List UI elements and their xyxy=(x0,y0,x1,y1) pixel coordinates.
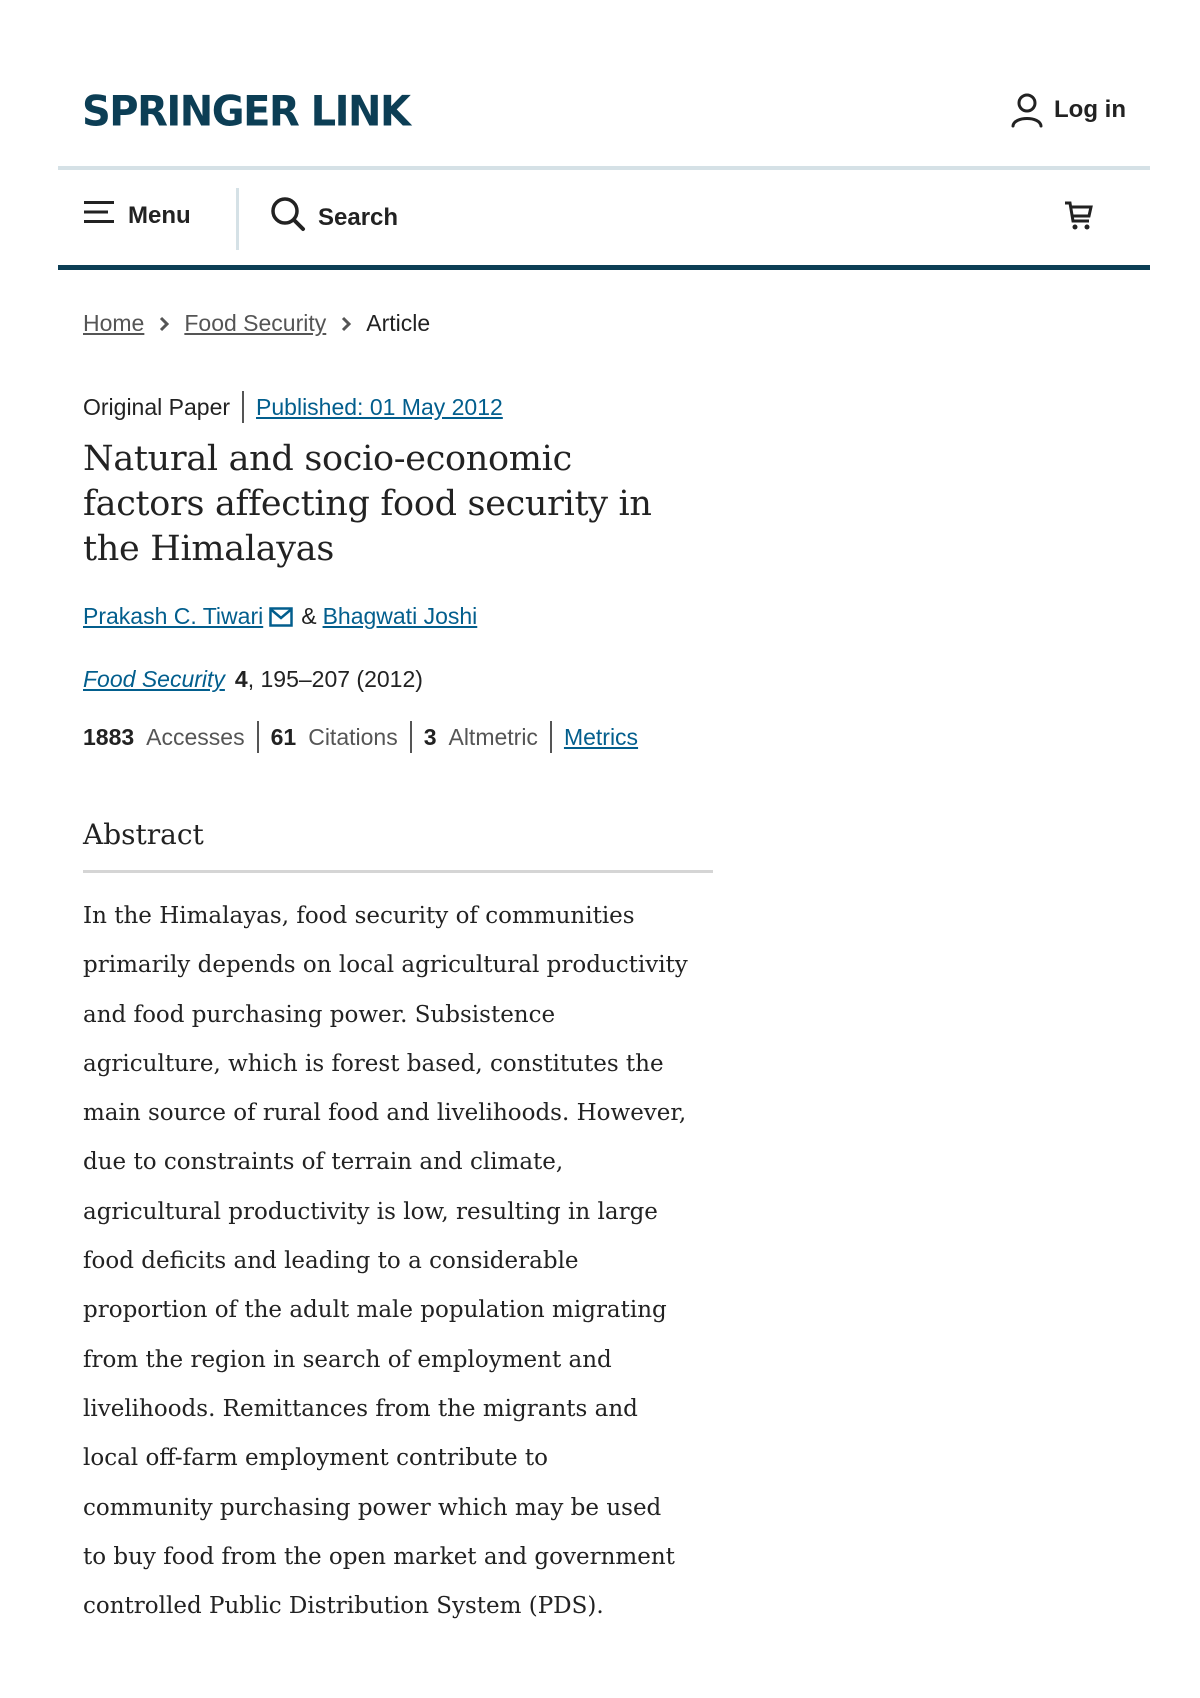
author-link[interactable]: Prakash C. Tiwari xyxy=(83,603,264,629)
article-title: Natural and socio-economic factors affecting food security in the Himalayas xyxy=(83,439,652,569)
abstract-line: food deficits and leading to a considerable xyxy=(83,1248,579,1275)
metrics-divider xyxy=(410,721,412,753)
abstract-line: from the region in search of employment and xyxy=(83,1346,612,1373)
abstract-line: main source of rural food and livelihoods. However, xyxy=(83,1100,687,1127)
search-label: Search xyxy=(318,203,399,231)
journal-pages-year: , 195–207 (2012) xyxy=(247,666,423,692)
abstract-line: controlled Public Distribution System (PDS). xyxy=(83,1593,604,1620)
journal-link[interactable]: Food Security xyxy=(83,666,225,692)
abstract-line: community purchasing power which may be used xyxy=(83,1494,662,1521)
metrics-divider xyxy=(257,721,259,753)
login-button[interactable] xyxy=(1010,92,1126,128)
abstract-line: In the Himalayas, food security of communities xyxy=(83,903,635,929)
cart-button[interactable] xyxy=(1064,200,1094,237)
journal-volume: 4 xyxy=(234,666,248,692)
abstract-line: proportion of the adult male population migrating xyxy=(83,1297,667,1324)
abstract-line: livelihoods. Remittances from the migrants and xyxy=(83,1395,638,1422)
journal-citation xyxy=(83,666,423,693)
login-label: Log in xyxy=(1054,96,1126,123)
site-header xyxy=(58,80,1150,170)
metrics-link[interactable]: Metrics xyxy=(563,723,639,750)
chevron-right-icon xyxy=(158,316,170,332)
search-icon xyxy=(270,196,306,239)
metrics-divider xyxy=(550,721,552,753)
abstract-line: local off-farm employment contribute to xyxy=(83,1445,548,1472)
main-nav xyxy=(58,170,1150,270)
abstract-heading: Abstract xyxy=(83,818,713,873)
altmetric-label: Altmetric xyxy=(448,723,538,750)
author-link[interactable]: Bhagwati Joshi xyxy=(322,603,478,629)
abstract-line: to buy food from the open market and government xyxy=(83,1543,675,1570)
search-button[interactable] xyxy=(270,196,398,239)
mail-icon[interactable] xyxy=(269,607,293,627)
accesses-label: Accesses xyxy=(146,723,245,750)
abstract-line: agricultural productivity is low, resulting in large xyxy=(83,1198,658,1225)
author-list xyxy=(83,603,477,630)
accesses-count: 1883 xyxy=(83,723,135,750)
breadcrumb-home[interactable]: Home xyxy=(83,310,145,336)
menu-button[interactable] xyxy=(84,200,191,231)
breadcrumb xyxy=(83,310,430,337)
breadcrumb-current: Article xyxy=(366,310,431,336)
citations-label: Citations xyxy=(308,723,398,750)
breadcrumb-food-security[interactable]: Food Security xyxy=(184,310,327,336)
article-type: Original Paper xyxy=(83,393,231,420)
nav-divider xyxy=(236,188,239,250)
abstract-text xyxy=(83,892,723,1631)
abstract-line: agriculture, which is forest based, constitutes the xyxy=(83,1050,664,1077)
abstract-line: and food purchasing power. Subsistence xyxy=(83,1001,556,1028)
meta-divider xyxy=(242,391,244,423)
user-icon xyxy=(1010,92,1044,128)
author-separator: & xyxy=(301,603,317,629)
abstract-line: primarily depends on local agricultural productivity xyxy=(83,952,688,979)
cart-icon xyxy=(1064,219,1094,236)
hamburger-icon xyxy=(84,200,114,231)
citations-count: 61 xyxy=(270,723,297,750)
altmetric-count: 3 xyxy=(423,723,437,750)
menu-label: Menu xyxy=(128,201,191,229)
published-date-link[interactable]: Published: 01 May 2012 xyxy=(256,393,503,420)
abstract-line: due to constraints of terrain and climate, xyxy=(83,1149,564,1176)
article-metrics xyxy=(83,721,638,753)
springer-link-logo[interactable]: SPRINGER LINK xyxy=(82,87,410,137)
article-meta xyxy=(83,391,503,423)
chevron-right-icon xyxy=(340,316,352,332)
